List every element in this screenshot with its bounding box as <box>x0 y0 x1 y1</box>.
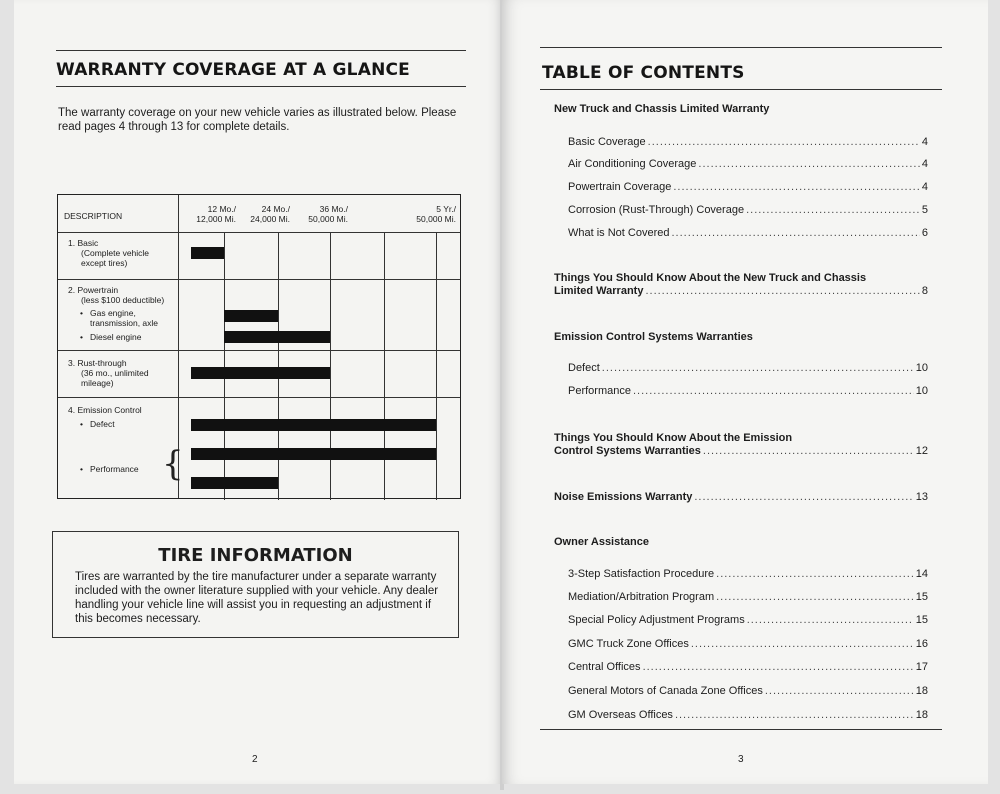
toc-section-new-truck: New Truck and Chassis Limited Warranty <box>554 103 770 115</box>
row-defect: • Defect <box>80 419 115 429</box>
row-rust-through: 3. Rust-through (36 mo., unlimited mileage) <box>68 358 149 388</box>
tire-info-box <box>52 531 459 638</box>
toc-item-performance[interactable]: Performance ..... 10 <box>568 385 928 398</box>
tire-title: TIRE INFORMATION <box>158 545 353 566</box>
bar-emission-performance-a <box>191 448 436 460</box>
page-number: 3 <box>738 754 744 765</box>
row-emission-control: 4. Emission Control <box>68 405 142 415</box>
toc-section-things-truck[interactable]: Things You Should Know About the New Truck and Chassis Limited Warranty ..... 8 <box>554 272 928 298</box>
row-performance: • Performance <box>80 464 139 474</box>
performance-brace: { <box>162 444 184 484</box>
right-page <box>502 0 988 784</box>
tick-label-24: 24 Mo./ 24,000 Mi. <box>250 204 290 224</box>
bar-rust-through <box>191 367 330 379</box>
toc-section-things-emission[interactable]: Things You Should Know About the Emission Control Systems Warranties ..... 12 <box>554 432 928 458</box>
tick-label-5yr: 5 Yr./ 50,000 Mi. <box>416 204 456 224</box>
toc-item-overseas[interactable]: GM Overseas Offices ..... 18 <box>568 709 928 722</box>
top-rule <box>56 50 466 51</box>
bottom-rule <box>540 729 942 730</box>
tick-label-36: 36 Mo./ 50,000 Mi. <box>308 204 348 224</box>
toc-item-not-covered[interactable]: What is Not Covered ..... 6 <box>568 227 928 240</box>
toc-item-ac[interactable]: Air Conditioning Coverage ..... 4 <box>568 158 928 171</box>
grid-line <box>58 232 460 233</box>
warranty-chart <box>57 194 461 499</box>
toc-item-powertrain[interactable]: Powertrain Coverage ..... 4 <box>568 181 928 194</box>
row-gas-engine: • Gas engine, transmission, axle <box>80 308 159 328</box>
toc-item-corrosion[interactable]: Corrosion (Rust-Through) Coverage ..... 5 <box>568 204 928 217</box>
left-page <box>14 0 502 784</box>
toc-item-central[interactable]: Central Offices ..... 17 <box>568 661 928 674</box>
row-diesel-engine: • Diesel engine <box>80 332 142 342</box>
toc-section-noise[interactable]: Noise Emissions Warranty ..... 13 <box>554 491 928 504</box>
toc-item-mediation[interactable]: Mediation/Arbitration Program ..... 15 <box>568 591 928 604</box>
toc-section-emission: Emission Control Systems Warranties <box>554 331 753 343</box>
page-title: WARRANTY COVERAGE AT A GLANCE <box>56 60 410 80</box>
toc-item-canada[interactable]: General Motors of Canada Zone Offices ..... 18 <box>568 685 928 698</box>
toc-item-basic[interactable]: Basic Coverage ..... 4 <box>568 136 928 149</box>
bar-emission-defect <box>191 419 436 431</box>
tire-text: Tires are warranted by the tire manufacturer under a separate warranty included with the owner literature supplied with your vehicle. Any dealer handling your vehicle line will assist you in requesting an adjustment if this becomes necessary. <box>75 571 439 625</box>
row-powertrain: 2. Powertrain (less $100 deductible) <box>68 285 165 305</box>
row-basic: 1. Basic (Complete vehicle except tires) <box>68 238 150 268</box>
grid-line <box>58 350 460 351</box>
bar-powertrain-diesel <box>224 331 330 343</box>
title-rule <box>56 86 466 87</box>
bar-powertrain-gas <box>224 310 278 322</box>
bar-basic <box>191 247 224 259</box>
bar-emission-performance-b <box>191 477 278 489</box>
grid-line <box>58 397 460 398</box>
title-rule <box>540 89 942 90</box>
toc-item-defect[interactable]: Defect ..... 10 <box>568 362 928 375</box>
page-number: 2 <box>252 754 258 765</box>
toc-section-owner: Owner Assistance <box>554 536 649 548</box>
toc-item-gmc-zone[interactable]: GMC Truck Zone Offices ..... 16 <box>568 638 928 651</box>
tick-label-12: 12 Mo./ 12,000 Mi. <box>196 204 236 224</box>
intro-text: The warranty coverage on your new vehicle varies as illustrated below. Please read pages 4 through 13 for complete details. <box>58 107 457 133</box>
grid-line <box>58 279 460 280</box>
toc-title: TABLE OF CONTENTS <box>542 63 745 83</box>
top-rule <box>540 47 942 48</box>
toc-item-three-step[interactable]: 3-Step Satisfaction Procedure ..... 14 <box>568 568 928 581</box>
description-header: DESCRIPTION <box>64 211 123 221</box>
toc-item-special-policy[interactable]: Special Policy Adjustment Programs ..... 15 <box>568 614 928 627</box>
grid-line <box>436 232 437 500</box>
